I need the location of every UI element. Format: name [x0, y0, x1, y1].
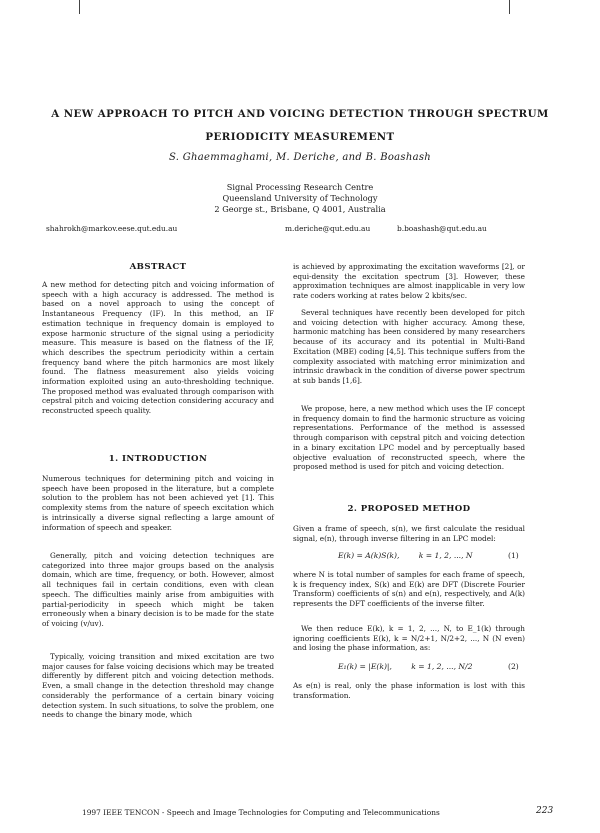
footer-conference: 1997 IEEE TENCON - Speech and Image Technologies for Computing and Telecommunications	[82, 808, 440, 817]
affiliation-line2: Queensland University of Technology	[222, 193, 378, 203]
right-paragraph-1: is achieved by approximating the excitation waveforms [2], or equi-density the excitation spectrum [3]. However, these approximation techniques are almost inapplicable in very low rate coders working at rates below 2 kbits/sec.	[293, 262, 525, 301]
equation-2-number: (2)	[508, 662, 519, 671]
right-paragraph-2: Several techniques have recently been developed for pitch and voicing detection with higher accuracy. Among these, harmonic matching has been considered by many researchers because of its accuracy and its potential in Multi-Band Excitation (MBE) coding [4,5]. This technique suffers from the complexity associated with matching error minimization and intrinsic drawback in the condition of diverse power spectrum at sub bands [1,6].	[293, 308, 525, 385]
crop-mark-left	[79, 0, 80, 14]
abstract-heading: ABSTRACT	[129, 262, 187, 272]
intro-heading: 1. INTRODUCTION	[108, 454, 208, 464]
intro-paragraph-3: Typically, voicing transition and mixed excitation are two major causes for false voicing decisions which may be treated differently by different pitch and voicing detection methods. Even, a small change in the detection threshold may change considerably the performance of a certain binary voicing detection system. In such situations, to solve the problem, one needs to change the binary mode, which	[42, 652, 274, 720]
authors: S. Ghaemmaghami, M. Deriche, and B. Boashash	[168, 152, 432, 163]
method-paragraph-3: We then reduce E(k), k = 1, 2, ..., N, to E_1(k) through ignoring coefficients E(k), k = N/2+1, N/2+2, ..., N (N even) and losing the phase information, as:	[293, 624, 525, 653]
paper-title-line2: PERIODICITY MEASUREMENT	[205, 131, 395, 143]
affiliation-line3: 2 George st., Brisbane, Q 4001, Australia	[214, 204, 386, 214]
intro-paragraph-1: Numerous techniques for determining pitch and voicing in speech have been proposed in the literature, but a complete solution to the problem has not been achieved yet [1]. This complexity stems from the nature of speech excitation which is intrinsically a diverse signal reflecting a large amount of information of speech and speaker.	[42, 474, 274, 532]
right-paragraph-3: We propose, here, a new method which uses the IF concept in frequency domain to find the harmonic structure as voicing representations. Performance of the method is assessed through comparison with cepstral pitch and voicing detection in a binary excitation LPC model and by perceptually based objective evaluation of reconstructed speech, where the proposed method is used for pitch and voicing detection.	[293, 404, 525, 472]
equation-1: E(k) = A(k)S(k), k = 1, 2, ..., N	[338, 551, 473, 560]
intro-paragraph-2: Generally, pitch and voicing detection techniques are categorized into three major groups based on the analysis domain, which are time, frequency, or both. However, almost all techniques fail in certain conditions, even with clean speech. The difficulties mainly arise from ambiguities with partial-periodicity in speech which might be taken erroneously when a binary decision is to be made for the state of voicing (v/uv).	[42, 551, 274, 628]
method-heading: 2. PROPOSED METHOD	[347, 504, 471, 514]
method-paragraph-2: where N is total number of samples for each frame of speech, k is frequency index, S(k) and E(k) are DFT (Discrete Fourier Transform) coefficients of s(n) and e(n), respectively, and A(k) represents the DFT coefficients of the inverse filter.	[293, 570, 525, 609]
method-paragraph-1: Given a frame of speech, s(n), we first calculate the residual signal, e(n), through inverse filtering in an LPC model:	[293, 524, 525, 543]
affiliation-line1: Signal Processing Research Centre	[226, 182, 374, 192]
equation-2: E₁(k) = |E(k)|, k = 1, 2, ..., N/2	[338, 662, 473, 671]
email-1: shahrokh@markov.eese.qut.edu.au	[46, 224, 178, 233]
method-paragraph-4: As e(n) is real, only the phase information is lost with this transformation.	[293, 681, 525, 700]
abstract-text: A new method for detecting pitch and voicing information of speech with a high accuracy is addressed. The method is based on a novel approach to using the concept of Instantaneous Frequency (IF). In this method, an IF estimation technique in frequency domain is employed to expose harmonic structure of the signal using a periodicity measure. This measure is based on the flatness of the IF, which describes the spectrum periodicity within a certain frequency band where the pitch harmonics are most likely found. The flatness measurement also yields voicing information exploited using an auto-thresholding technique. The proposed method was evaluated through comparison with cepstral pitch and voicing detection considering accuracy and reconstructed speech quality.	[42, 280, 274, 416]
paper-title-line1: A NEW APPROACH TO PITCH AND VOICING DETECTION THROUGH SPECTRUM	[51, 108, 549, 120]
email-2: m.deriche@qut.edu.au	[285, 224, 371, 233]
page-number: 223	[536, 806, 554, 816]
equation-1-number: (1)	[508, 551, 519, 560]
email-3: b.boashash@qut.edu.au	[397, 224, 487, 233]
crop-mark-right	[509, 0, 510, 14]
